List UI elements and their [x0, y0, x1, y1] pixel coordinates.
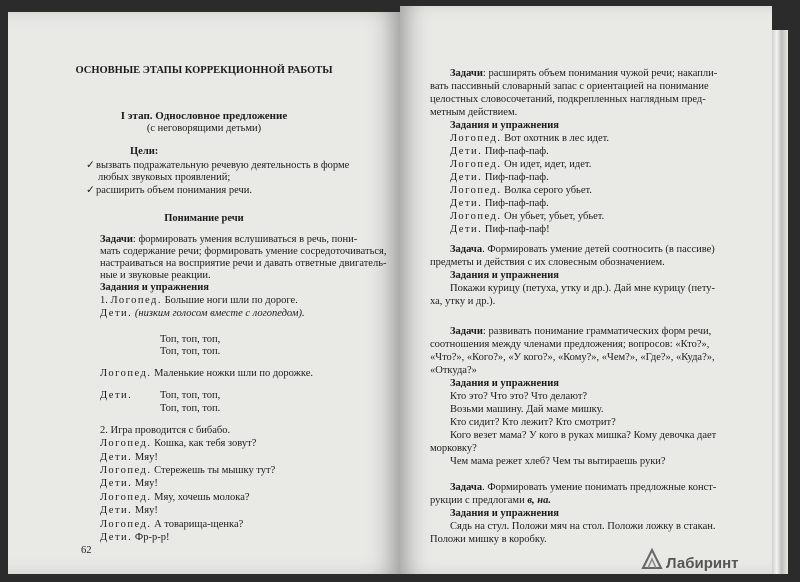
task2-paragraph: Задача. Формировать умение детей соотносить (в пассиве)	[450, 244, 715, 255]
tasks-line: целостных словосочетаний, подкрепленных наглядным пред-	[430, 94, 706, 105]
dialog-line: Дети. Пиф-паф-паф.	[450, 146, 549, 157]
chapter-title: ОСНОВНЫЕ ЭТАПЫ КОРРЕКЦИОННОЙ РАБОТЫ	[75, 65, 333, 76]
dialog-line: Логопед. А товарища-щенка?	[100, 519, 244, 530]
ex1-line: 1. Логопед. Большие ноги шли по дороге.	[100, 295, 298, 306]
speaker: Дети.	[100, 390, 133, 401]
right-page	[400, 6, 772, 574]
tasks-line: мать содержание речи; формировать умение сосредоточиваться,	[100, 246, 387, 257]
dialog-line: Логопед. Мяу, хочешь молока?	[100, 492, 250, 503]
dialog-line: Дети. Мяу!	[100, 478, 158, 489]
task3-line: соотношения между членами предложения; вопросов: «Кто?»,	[430, 339, 710, 350]
verse-line: Топ, топ, топ.	[160, 403, 221, 414]
dialog-line: Дети. Пиф-паф-паф.	[450, 172, 549, 183]
dialog-line: Логопед. Кошка, как тебя зовут?	[100, 438, 257, 449]
verse-line: Топ, топ, топ,	[160, 334, 221, 345]
ex1-line: Логопед. Маленькие ножки шли по дорожке.	[100, 368, 314, 379]
dialog-line: Логопед. Он идет, идет, идет.	[450, 159, 592, 170]
dialog-line: Логопед. Вот охотник в лес идет.	[450, 133, 610, 144]
task3-text: Кого везет мама? У кого в руках мишка? Кому девочка дает	[450, 430, 717, 441]
check-icon: ✓	[86, 160, 95, 171]
ex2-heading: 2. Игра проводится с бибабо.	[100, 425, 231, 436]
labirint-logo-icon	[640, 546, 666, 572]
stage-subtitle: (с неговорящими детьми)	[146, 123, 262, 134]
dialog-line: Дети. Пиф-паф-паф.	[450, 198, 549, 209]
verse-line: Топ, топ, топ,	[160, 390, 221, 401]
dialog-line: Дети. Мяу!	[100, 505, 158, 516]
tasks-line: вать пассивный словарный запас с ориентацией на понимание	[430, 81, 709, 92]
task3-line: «Что?», «Кого?», «У кого?», «Кому?», «Чем?», «Где?», «Куда?»,	[430, 352, 715, 363]
task2-text: Покажи курицу (петуха, утку и др.). Дай мне курицу (пету-	[450, 283, 716, 294]
exercises-heading: Задания и упражнения	[450, 378, 559, 389]
task4-text: Положи мишку в коробку.	[430, 534, 547, 545]
task3-text: Возьми машину. Дай маме мишку.	[450, 404, 604, 415]
tasks-paragraph: Задачи: формировать умения вслушиваться в речь, пони-	[100, 234, 358, 245]
ex1-children: Дети. (низким голосом вместе с логопедом).	[100, 308, 305, 319]
task2-text: ха, утку и др.).	[430, 296, 496, 307]
tasks-paragraph: Задачи: расширять объем понимания чужой речи; накапли-	[450, 68, 718, 79]
task3-line: «Откуда?»	[430, 365, 477, 376]
goals-label: Цели:	[130, 146, 159, 157]
dialog-line: Дети. Фр-р-р!	[100, 532, 170, 543]
watermark: Лабиринт	[666, 555, 739, 572]
exercises-heading: Задания и упражнения	[450, 508, 559, 519]
tasks-line: ные и звуковые реакции.	[100, 270, 211, 281]
verse-line: Топ, топ, топ.	[160, 346, 221, 357]
page-number: 62	[81, 545, 92, 556]
tasks-line: настраиваться на восприятие речи и давать ответные двигатель-	[100, 258, 387, 269]
check-icon: ✓	[86, 185, 95, 196]
section-title: Понимание речи	[164, 213, 244, 224]
task4-line: рукции с предлогами в, на.	[430, 495, 551, 506]
exercises-heading: Задания и упражнения	[100, 282, 209, 293]
page-edges	[772, 30, 788, 574]
task4-text: Сядь на стул. Положи мяч на стол. Положи ложку в стакан.	[450, 521, 716, 532]
task4-paragraph: Задача. Формировать умение понимать предложные конст-	[450, 482, 717, 493]
task3-text: морковку?	[430, 443, 477, 454]
goal-item: ✓вызвать подражательную речевую деятельность в форме	[86, 160, 350, 171]
task3-text: Чем мама режет хлеб? Чем ты вытираешь руки?	[450, 456, 666, 467]
dialog-line: Логопед. Волка серого убьет.	[450, 185, 592, 196]
dialog-line: Дети. Пиф-паф-паф!	[450, 224, 550, 235]
stage-title: I этап. Однословное предложение	[120, 110, 288, 122]
tasks-line: метным действием.	[430, 107, 518, 118]
goal-item-cont: любых звуковых проявлений;	[98, 172, 231, 183]
dialog-line: Логопед. Стережешь ты мышку тут?	[100, 465, 276, 476]
left-page	[8, 12, 400, 574]
exercises-heading: Задания и упражнения	[450, 120, 559, 131]
goal-item: ✓расширить объем понимания речи.	[86, 185, 253, 196]
dialog-line: Дети. Мяу!	[100, 452, 158, 463]
task2-line: предметы и действия с их словесным обозначением.	[430, 257, 665, 268]
task3-text: Кто это? Что это? Что делают?	[450, 391, 588, 402]
task3-paragraph: Задачи: развивать понимание грамматических форм речи,	[450, 326, 712, 337]
task3-text: Кто сидит? Кто лежит? Кто смотрит?	[450, 417, 616, 428]
dialog-line: Логопед. Он убьет, убьет, убьет.	[450, 211, 605, 222]
exercises-heading: Задания и упражнения	[450, 270, 559, 281]
